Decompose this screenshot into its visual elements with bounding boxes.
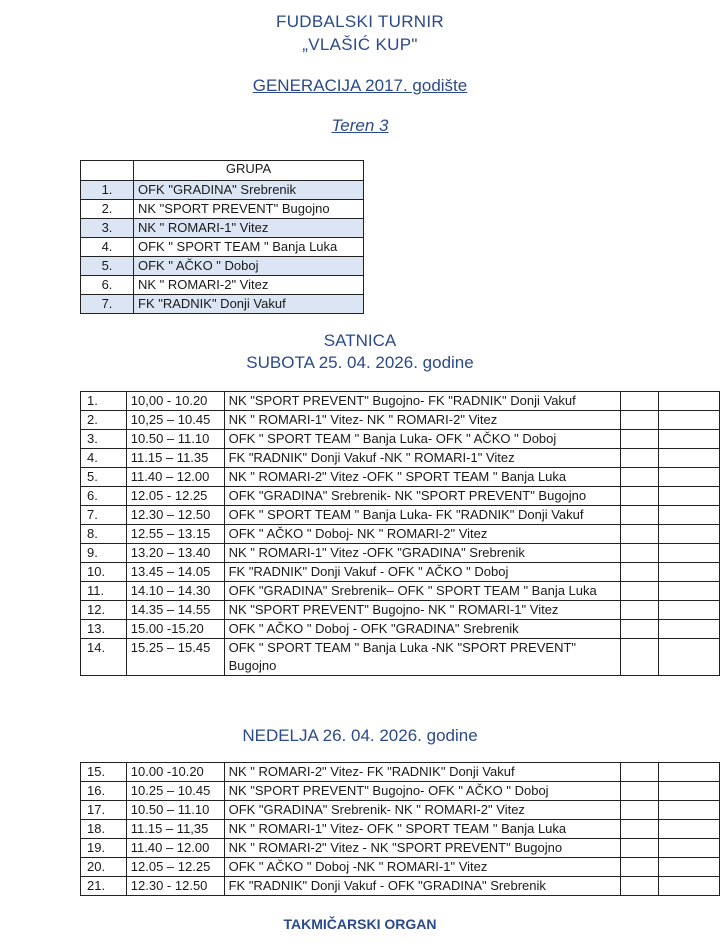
note-cell: [658, 620, 719, 639]
result-cell: [621, 468, 658, 487]
group-row-num: 3.: [81, 219, 134, 238]
match-num: 17.: [81, 801, 127, 820]
note-cell: [658, 430, 719, 449]
match-teams: OFK "GRADINA" Srebrenik– OFK " SPORT TEAM " Banja Luka: [224, 582, 621, 601]
note-cell: [658, 877, 719, 896]
match-time: 15.00 -15.20: [126, 620, 224, 639]
note-cell: [658, 525, 719, 544]
group-row-team: OFK "GRADINA" Srebrenik: [134, 181, 364, 200]
match-row: [81, 468, 720, 487]
result-cell: [621, 392, 658, 411]
match-time: 11.15 – 11.35: [126, 449, 224, 468]
group-row-num: 6.: [81, 276, 134, 295]
match-teams: NK " ROMARI-2" Vitez - NK "SPORT PREVENT" Bugojno: [224, 839, 621, 858]
match-teams: NK " ROMARI-1" Vitez- NK " ROMARI-2" Vitez: [224, 411, 621, 430]
field-title: Teren 3: [331, 116, 389, 135]
match-num: 8.: [81, 525, 127, 544]
match-num: 21.: [81, 877, 127, 896]
match-num: 14.: [81, 639, 127, 676]
result-cell: [621, 620, 658, 639]
match-time: 13.20 – 13.40: [126, 544, 224, 563]
note-cell: [658, 563, 719, 582]
match-num: 13.: [81, 620, 127, 639]
match-time: 12.05 – 12.25: [126, 858, 224, 877]
group-row-team: NK "SPORT PREVENT" Bugojno: [134, 200, 364, 219]
group-row: [81, 257, 364, 276]
match-row: [81, 639, 720, 676]
note-cell: [658, 506, 719, 525]
match-num: 7.: [81, 506, 127, 525]
result-cell: [621, 858, 658, 877]
match-time: 10.50 – 11.10: [126, 430, 224, 449]
note-cell: [658, 601, 719, 620]
note-cell: [658, 839, 719, 858]
result-cell: [621, 563, 658, 582]
group-row-team: NK " ROMARI-1" Vitez: [134, 219, 364, 238]
match-num: 19.: [81, 839, 127, 858]
match-row: [81, 601, 720, 620]
match-row: [81, 820, 720, 839]
saturday-schedule-table: [80, 391, 720, 676]
cup-name: „VLAŠIĆ KUP": [302, 35, 418, 54]
sunday-schedule-table: [80, 762, 720, 896]
match-row: [81, 506, 720, 525]
group-row-num: 5.: [81, 257, 134, 276]
result-cell: [621, 544, 658, 563]
match-time: 14.35 – 14.55: [126, 601, 224, 620]
note-cell: [658, 801, 719, 820]
group-heading: GRUPA: [134, 161, 364, 181]
match-row: [81, 763, 720, 782]
result-cell: [621, 639, 658, 676]
match-time: 10.00 -10.20: [126, 763, 224, 782]
match-num: 16.: [81, 782, 127, 801]
match-time: 12.55 – 13.15: [126, 525, 224, 544]
group-row-team: OFK " SPORT TEAM " Banja Luka: [134, 238, 364, 257]
match-num: 18.: [81, 820, 127, 839]
note-cell: [658, 468, 719, 487]
match-time: 13.45 – 14.05: [126, 563, 224, 582]
result-cell: [621, 582, 658, 601]
result-cell: [621, 820, 658, 839]
note-cell: [658, 820, 719, 839]
schedule-heading: SATNICA: [323, 331, 397, 350]
match-teams: OFK "GRADINA" Srebrenik- NK " ROMARI-2" Vitez: [224, 801, 621, 820]
match-teams: NK " ROMARI-2" Vitez- FK "RADNIK" Donji Vakuf: [224, 763, 621, 782]
note-cell: [658, 782, 719, 801]
match-time: 14.10 – 14.30: [126, 582, 224, 601]
match-time: 12.05 - 12.25: [126, 487, 224, 506]
group-row: [81, 295, 364, 314]
group-num-header: [81, 161, 134, 181]
group-row-num: 4.: [81, 238, 134, 257]
match-time: 11.15 – 11,35: [126, 820, 224, 839]
match-row: [81, 487, 720, 506]
match-row: [81, 782, 720, 801]
match-teams: NK "SPORT PREVENT" Bugojno- NK " ROMARI-1" Vitez: [224, 601, 621, 620]
saturday-title: SUBOTA 25. 04. 2026. godine: [246, 353, 474, 372]
match-time: 10,00 - 10.20: [126, 392, 224, 411]
match-num: 4.: [81, 449, 127, 468]
match-teams: OFK " AČKO " Doboj -NK " ROMARI-1" Vitez: [224, 858, 621, 877]
match-time: 10.25 – 10.45: [126, 782, 224, 801]
result-cell: [621, 430, 658, 449]
match-num: 9.: [81, 544, 127, 563]
result-cell: [621, 877, 658, 896]
result-cell: [621, 782, 658, 801]
match-teams: NK "SPORT PREVENT" Bugojno- FK "RADNIK" Donji Vakuf: [224, 392, 621, 411]
generation-title: GENERACIJA 2017. godište: [252, 76, 468, 95]
match-time: 11.40 – 12.00: [126, 468, 224, 487]
match-time: 12.30 - 12.50: [126, 877, 224, 896]
match-num: 3.: [81, 430, 127, 449]
match-row: [81, 620, 720, 639]
match-teams: OFK " AČKO " Doboj- NK " ROMARI-2" Vitez: [224, 525, 621, 544]
group-row: [81, 276, 364, 295]
match-num: 12.: [81, 601, 127, 620]
match-time: 15.25 – 15.45: [126, 639, 224, 676]
result-cell: [621, 411, 658, 430]
match-teams: NK " ROMARI-1" Vitez- OFK " SPORT TEAM " Banja Luka: [224, 820, 621, 839]
group-row-team: OFK " AČKO " Doboj: [134, 257, 364, 276]
result-cell: [621, 839, 658, 858]
match-row: [81, 544, 720, 563]
match-row: [81, 858, 720, 877]
result-cell: [621, 487, 658, 506]
match-teams: NK "SPORT PREVENT" Bugojno- OFK " AČKO " Doboj: [224, 782, 621, 801]
group-row: [81, 238, 364, 257]
match-teams: FK "RADNIK" Donji Vakuf - OFK " AČKO " Doboj: [224, 563, 621, 582]
match-row: [81, 801, 720, 820]
note-cell: [658, 411, 719, 430]
group-row-team: FK "RADNIK" Donji Vakuf: [134, 295, 364, 314]
group-row-team: NK " ROMARI-2" Vitez: [134, 276, 364, 295]
match-num: 6.: [81, 487, 127, 506]
match-teams: OFK " SPORT TEAM " Banja Luka -NK "SPORT PREVENT" Bugojno: [224, 639, 621, 676]
result-cell: [621, 801, 658, 820]
match-num: 10.: [81, 563, 127, 582]
match-row: [81, 449, 720, 468]
match-row: [81, 582, 720, 601]
match-teams: FK "RADNIK" Donji Vakuf -NK " ROMARI-1" Vitez: [224, 449, 621, 468]
match-teams: OFK "GRADINA" Srebrenik- NK "SPORT PREVENT" Bugojno: [224, 487, 621, 506]
match-row: [81, 411, 720, 430]
match-num: 15.: [81, 763, 127, 782]
match-num: 1.: [81, 392, 127, 411]
match-num: 11.: [81, 582, 127, 601]
note-cell: [658, 544, 719, 563]
note-cell: [658, 449, 719, 468]
match-teams: NK " ROMARI-2" Vitez -OFK " SPORT TEAM " Banja Luka: [224, 468, 621, 487]
group-table: [80, 160, 364, 314]
match-row: [81, 839, 720, 858]
group-row-num: 1.: [81, 181, 134, 200]
match-teams: OFK " AČKO " Doboj - OFK "GRADINA" Srebrenik: [224, 620, 621, 639]
group-row-num: 2.: [81, 200, 134, 219]
note-cell: [658, 763, 719, 782]
match-teams: OFK " SPORT TEAM " Banja Luka- FK "RADNIK" Donji Vakuf: [224, 506, 621, 525]
note-cell: [658, 858, 719, 877]
match-time: 12.30 – 12.50: [126, 506, 224, 525]
group-row-num: 7.: [81, 295, 134, 314]
result-cell: [621, 506, 658, 525]
organizer-signature: TAKMIČARSKI ORGAN: [283, 916, 437, 932]
match-num: 5.: [81, 468, 127, 487]
match-time: 10.50 – 11.10: [126, 801, 224, 820]
match-row: [81, 392, 720, 411]
match-teams: OFK " SPORT TEAM " Banja Luka- OFK " AČKO " Doboj: [224, 430, 621, 449]
match-teams: FK "RADNIK" Donji Vakuf - OFK "GRADINA" Srebrenik: [224, 877, 621, 896]
match-time: 11.40 – 12.00: [126, 839, 224, 858]
match-row: [81, 877, 720, 896]
match-row: [81, 430, 720, 449]
result-cell: [621, 449, 658, 468]
match-teams: NK " ROMARI-1" Vitez -OFK "GRADINA" Srebrenik: [224, 544, 621, 563]
result-cell: [621, 601, 658, 620]
tournament-title: FUDBALSKI TURNIR: [276, 12, 444, 31]
match-row: [81, 525, 720, 544]
match-row: [81, 563, 720, 582]
group-row: [81, 181, 364, 200]
match-time: 10,25 – 10.45: [126, 411, 224, 430]
note-cell: [658, 582, 719, 601]
group-row: [81, 200, 364, 219]
note-cell: [658, 639, 719, 676]
result-cell: [621, 525, 658, 544]
note-cell: [658, 392, 719, 411]
group-row: [81, 219, 364, 238]
note-cell: [658, 487, 719, 506]
sunday-title: NEDELJA 26. 04. 2026. godine: [242, 726, 478, 745]
match-num: 20.: [81, 858, 127, 877]
match-num: 2.: [81, 411, 127, 430]
result-cell: [621, 763, 658, 782]
